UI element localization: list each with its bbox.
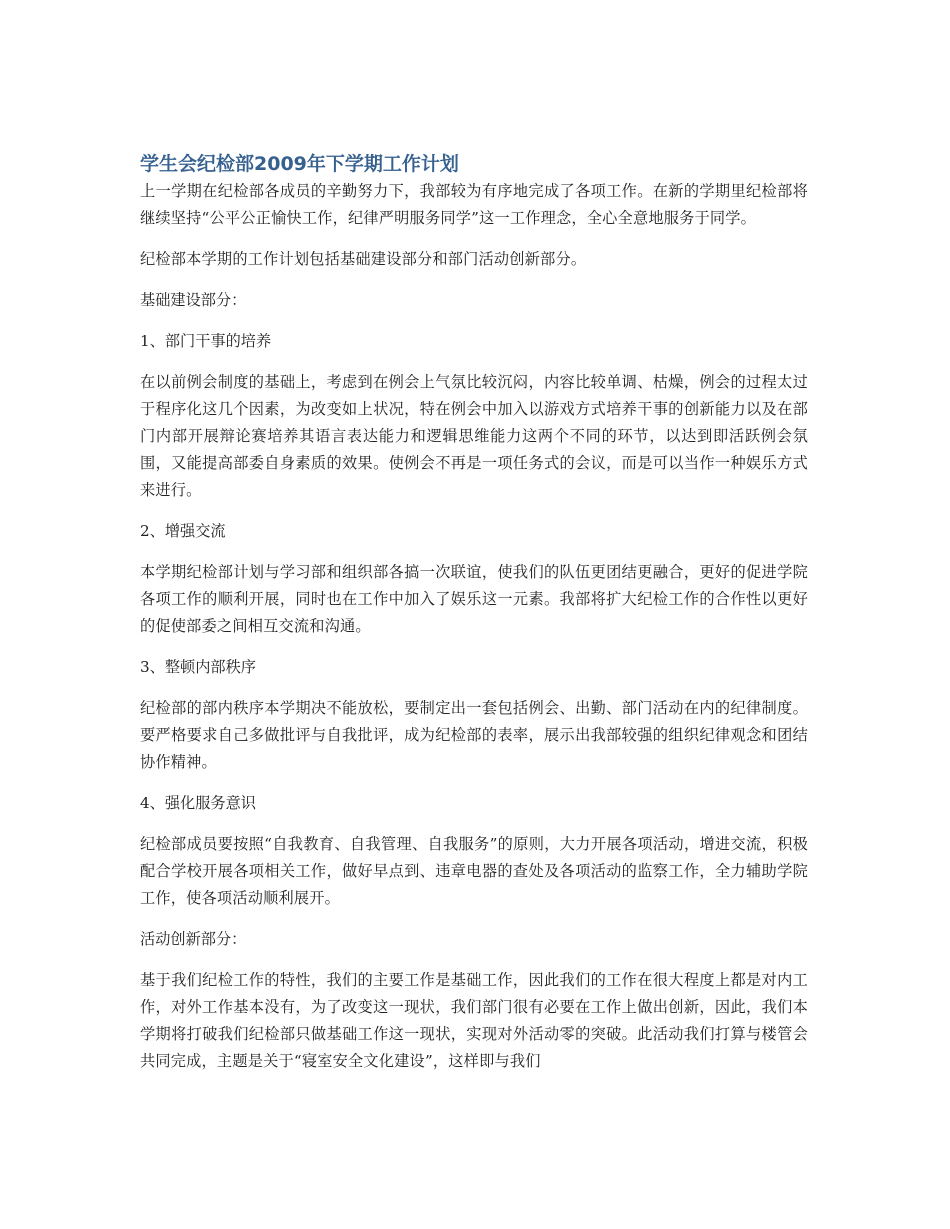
subheading-3: 3、整顿内部秩序: [140, 658, 256, 676]
section-heading-basic: 基础建设部分：: [140, 291, 247, 309]
subheading-2: 2、增强交流: [140, 522, 226, 540]
body-paragraph-1: 在以前例会制度的基础上，考虑到在例会上气氛比较沉闷，内容比较单调、枯燥，例会的过程太过于程序化这几个因素，为改变如上状况，特在例会中加入以游戏方式培养干事的创新能力以及在部门内部开展辩论赛培养其语言表达能力和逻辑思维能力这两个不同的环节，以达到即活跃例会氛围，又能提高部委自身素质的效果。使例会不再是一项任务式的会议，而是可以当作一种娱乐方式来进行。: [140, 373, 808, 499]
body-paragraph-5: 基于我们纪检工作的特性，我们的主要工作是基础工作，因此我们的工作在很大程度上都是对内工作，对外工作基本没有，为了改变这一现状，我们部门很有必要在工作上做出创新，因此，我们本学期将打破我们纪检部只做基础工作这一现状，实现对外活动零的突破。此活动我们打算与楼管会共同完成，主题是关于“寝室安全文化建设”，这样即与我们: [140, 971, 808, 1070]
subheading-4: 4、强化服务意识: [140, 794, 256, 812]
body-paragraph-4: 纪检部成员要按照“自我教育、自我管理、自我服务”的原则，大力开展各项活动，增进交流，积极配合学校开展各项相关工作，做好早点到、违章电器的查处及各项活动的监察工作，全力辅助学院工作，使各项活动顺利展开。: [140, 835, 808, 907]
document-page: [140, 150, 808, 1089]
intro-paragraph: 上一学期在纪检部各成员的辛勤努力下，我部较为有序地完成了各项工作。在新的学期里纪检部将继续坚持“公平公正愉快工作，纪律严明服务同学”这一工作理念，全心全意地服务于同学。: [140, 182, 808, 227]
section-heading-innovation: 活动创新部分：: [140, 930, 247, 948]
document-title: 学生会纪检部2009年下学期工作计划: [140, 153, 459, 175]
body-paragraph-2: 本学期纪检部计划与学习部和组织部各搞一次联谊，使我们的队伍更团结更融合，更好的促进学院各项工作的顺利开展，同时也在工作中加入了娱乐这一元素。我部将扩大纪检工作的合作性以更好的促使部委之间相互交流和沟通。: [140, 563, 808, 635]
body-paragraph-3: 纪检部的部内秩序本学期决不能放松，要制定出一套包括例会、出勤、部门活动在内的纪律制度。要严格要求自己多做批评与自我批评，成为纪检部的表率，展示出我部较强的组织纪律观念和团结协作精神。: [140, 699, 808, 771]
plan-overview-paragraph: 纪检部本学期的工作计划包括基础建设部分和部门活动创新部分。: [140, 250, 587, 268]
subheading-1: 1、部门干事的培养: [140, 332, 272, 350]
